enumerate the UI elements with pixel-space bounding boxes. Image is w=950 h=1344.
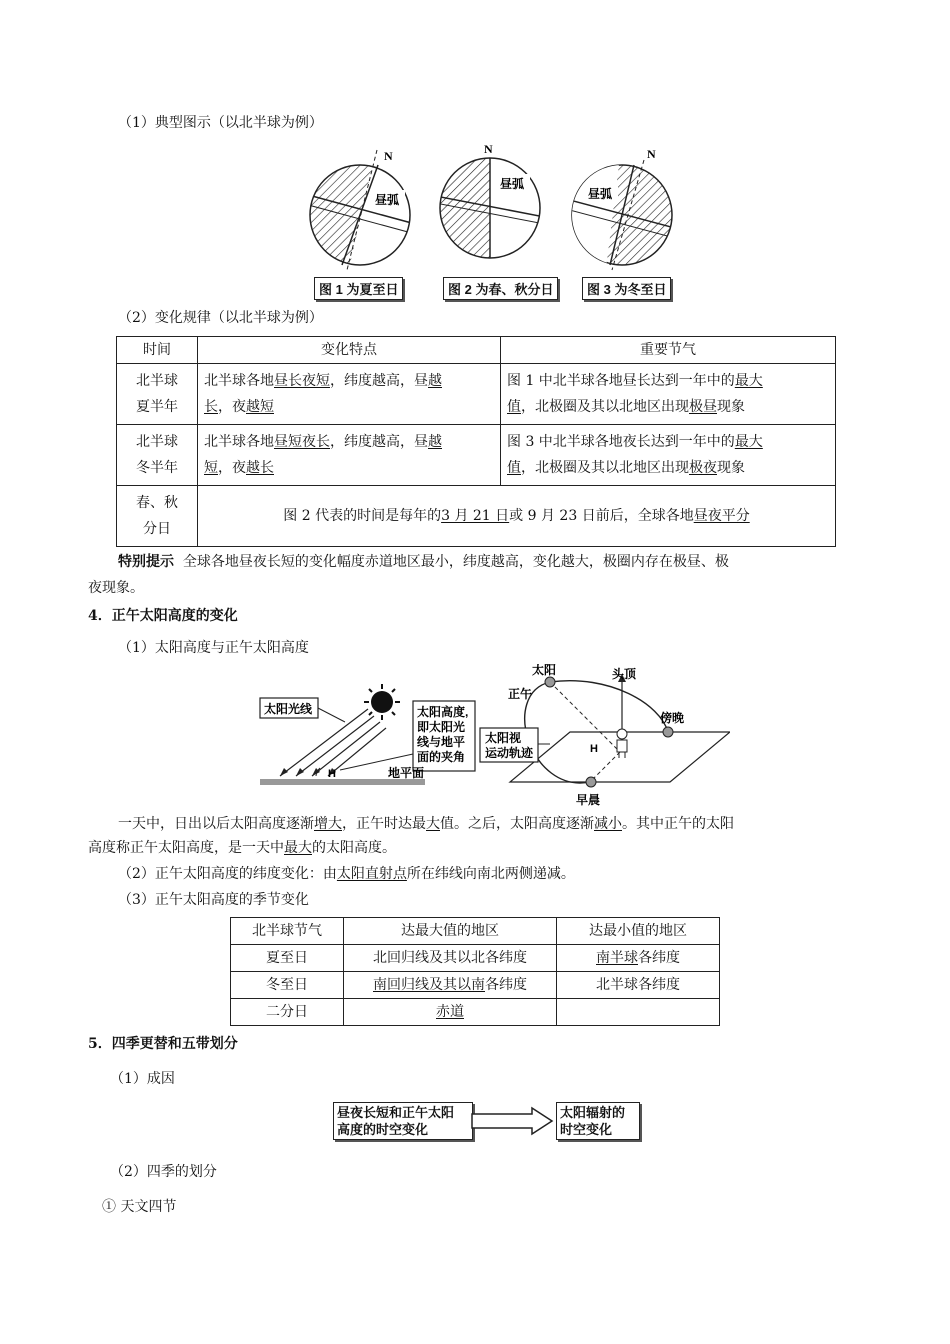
sun-icon — [364, 684, 400, 720]
svg-text:H: H — [590, 743, 598, 755]
ground-label: 地平面 — [388, 766, 425, 780]
globe-equinox — [430, 142, 550, 258]
svg-text:H: H — [328, 768, 336, 780]
section-typical-figure: （1）典型图示（以北半球为例） — [118, 115, 323, 131]
heading-5: 5．四季更替和五带划分 — [88, 1036, 238, 1052]
svg-text:运动轨迹: 运动轨迹 — [485, 746, 534, 760]
caption-fig2: 图 2 为春、秋分日 — [443, 277, 558, 300]
sun-label: 太阳 — [532, 664, 557, 677]
table-row: 北半球 冬半年 北半球各地昼短夜长，纬度越高，昼越 短，夜越长 图 3 中北半球各地夜长达到一年中的最大 值，北极圈及其以北地区出现极夜现象 — [117, 425, 836, 486]
globe-summer — [300, 140, 430, 300]
caption-fig1: 图 1 为夏至日 — [314, 277, 403, 300]
section-four-seasons: （2）四季的划分 — [110, 1164, 217, 1180]
sunlight-label: 太阳光线 — [264, 702, 313, 716]
n-label: N — [647, 147, 656, 161]
section-cause: （1）成因 — [110, 1071, 175, 1087]
flow-box-result: 太阳辐射的 时空变化 — [556, 1102, 640, 1140]
globe-winter — [562, 140, 690, 300]
special-tip-cont: 夜现象。 — [88, 580, 144, 596]
noon-altitude-table: 北半球节气 达最大值的地区 达最小值的地区 夏至日 北回归线及其以北各纬度 南半球各纬度 冬至日 南回归线及其以南各纬度 北半球各纬度 二分日 赤道 — [230, 917, 720, 1026]
dawn-label: 早晨 — [576, 793, 601, 807]
caption-fig3: 图 3 为冬至日 — [582, 277, 671, 300]
altitude-paragraph-2: 高度称正午太阳高度，是一天中最大的太阳高度。 — [88, 840, 396, 856]
solar-altitude-figure — [250, 664, 730, 809]
arc-label: 昼弧 — [500, 177, 525, 191]
table-row: 春、秋 分日 图 2 代表的时间是每年的3 月 21 日或 9 月 23 日前后，全球各地昼夜平分 — [117, 486, 836, 547]
header-term: 重要节气 — [501, 337, 836, 364]
svg-text:线与地平: 线与地平 — [417, 735, 466, 749]
flow-arrow-icon — [470, 1106, 554, 1136]
table-row: 北半球 夏半年 北半球各地昼长夜短，纬度越高，昼越 长，夜越短 图 1 中北半球各地昼长达到一年中的最大 值，北极圈及其以北地区出现极昼现象 — [117, 364, 836, 425]
special-tip: 特别提示 全球各地昼夜长短的变化幅度赤道地区最小，纬度越高，变化越大，极圈内存在极昼、极 — [118, 554, 729, 570]
dusk-label: 傍晚 — [660, 711, 685, 725]
table-row: 夏至日 北回归线及其以北各纬度 南半球各纬度 — [231, 945, 720, 972]
table-row: 二分日 赤道 — [231, 999, 720, 1026]
section-rule: （2）变化规律（以北半球为例） — [118, 310, 323, 326]
svg-text:太阳视: 太阳视 — [485, 731, 522, 745]
svg-text:即太阳光: 即太阳光 — [417, 720, 466, 734]
noon-label: 正午 — [508, 687, 533, 701]
header-time: 时间 — [117, 337, 198, 364]
n-label: N — [484, 142, 493, 156]
arc-label: 昼弧 — [375, 193, 400, 207]
zenith-label: 头顶 — [612, 667, 637, 681]
altitude-paragraph-1: 一天中，日出以后太阳高度逐渐增大，正午时达最大值。之后，太阳高度逐渐减小。其中正午的太阳 — [118, 816, 734, 832]
svg-text:太阳高度,: 太阳高度, — [417, 705, 469, 719]
heading-4: 4．正午太阳高度的变化 — [88, 608, 238, 624]
svg-text:面的夹角: 面的夹角 — [417, 750, 466, 764]
day-length-table — [116, 336, 836, 547]
section-seasonal: （3）正午太阳高度的季节变化 — [118, 892, 309, 908]
latitude-variation: （2）正午太阳高度的纬度变化：由太阳直射点所在纬线向南北两侧递减。 — [118, 866, 575, 882]
arc-label: 昼弧 — [588, 187, 613, 201]
table-row: 冬至日 南回归线及其以南各纬度 北半球各纬度 — [231, 972, 720, 999]
flow-box-cause: 昼夜长短和正午太阳 高度的时空变化 — [333, 1102, 473, 1140]
n-label: N — [384, 149, 393, 163]
section-altitude: （1）太阳高度与正午太阳高度 — [118, 640, 309, 656]
header-feature: 变化特点 — [198, 337, 501, 364]
section-astronomical: ① 天文四节 — [102, 1199, 177, 1215]
